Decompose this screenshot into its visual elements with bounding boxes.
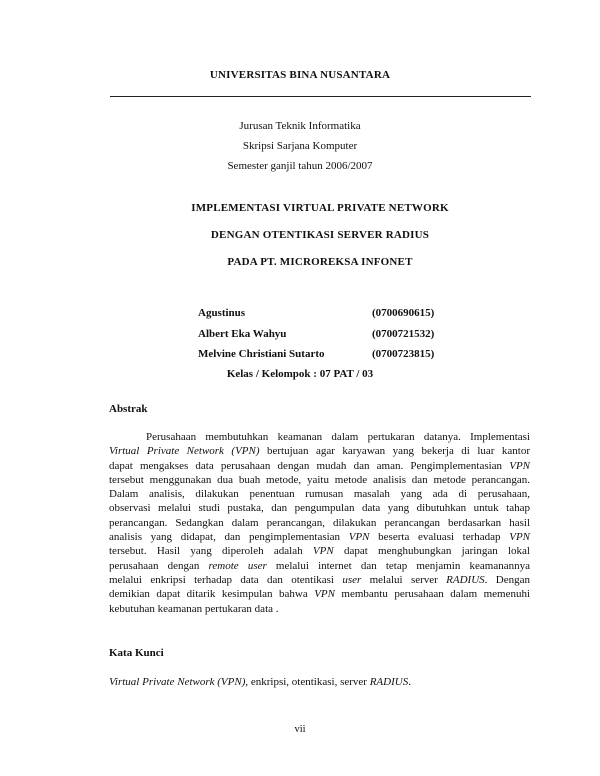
abstract-line: Dalam analisis, dilakukan penentuan rumusan masalah yang ada di perusahaan, xyxy=(109,488,530,501)
abstract-line: Virtual Private Network (VPN) bertujuan agar karyawan yang bekerja di luar kantor xyxy=(109,445,530,458)
keywords-text: Virtual Private Network (VPN), enkripsi, otentikasi, server RADIUS. xyxy=(109,676,411,688)
abstract-heading: Abstrak xyxy=(109,403,148,415)
program-line: Skripsi Sarjana Komputer xyxy=(242,140,358,152)
abstract-line: tersebut menggunakan dua buah metode, yaitu metode analisis dan metode perancangan. xyxy=(109,473,530,486)
abstract-line: melalui enkripsi terhadap data dan otentikasi user melalui server RADIUS. Dengan xyxy=(109,573,530,586)
author-row xyxy=(0,348,600,364)
abstract-line: kebutuhan keamanan pertukaran data . xyxy=(109,602,279,615)
abstract-line: perancangan. Sedangkan dalam perancangan, dilakukan perancangan berdasarkan hasil xyxy=(109,516,530,529)
author-name: Albert Eka Wahyu xyxy=(198,328,287,340)
university-name: UNIVERSITAS BINA NUSANTARA xyxy=(209,69,391,81)
author-name: Melvine Christiani Sutarto xyxy=(198,348,325,360)
page-number: vii xyxy=(294,724,306,735)
title-line-1: IMPLEMENTASI VIRTUAL PRIVATE NETWORK xyxy=(191,202,449,214)
title-line-3: PADA PT. MICROREKSA INFONET xyxy=(227,256,413,268)
abstract-line: observasi melalui studi pustaka, dan pengumpulan data yang dibutuhkan untuk tahap xyxy=(109,502,530,515)
author-id: (0700723815) xyxy=(372,348,435,360)
author-row xyxy=(0,328,600,344)
abstract-line: demikian dapat ditarik kesimpulan bahwa VPN membantu perusahaan dalam memenuhi xyxy=(109,588,531,601)
abstract-line: Perusahaan membutuhkan keamanan dalam pertukaran datanya. Implementasi xyxy=(146,431,530,443)
author-row xyxy=(0,307,600,323)
abstract-line: perusahaan dengan remote user melalui internet dan tetap menjamin keamanannya xyxy=(109,559,530,572)
author-id: (0700721532) xyxy=(372,328,435,340)
keywords-heading: Kata Kunci xyxy=(109,647,164,659)
abstract-body xyxy=(109,430,530,616)
author-id: (0700690615) xyxy=(372,307,435,319)
author-name: Agustinus xyxy=(198,307,246,319)
class-group: Kelas / Kelompok : 07 PAT / 03 xyxy=(226,368,374,380)
semester-line: Semester ganjil tahun 2006/2007 xyxy=(227,160,373,172)
title-line-2: DENGAN OTENTIKASI SERVER RADIUS xyxy=(210,229,430,241)
abstract-line: analisis yang didapat, dan pengimplementasian VPN beserta evaluasi terhadap VPN xyxy=(109,531,530,544)
abstract-line: dapat mengakses data perusahaan dengan mudah dan aman. Pengimplementasian VPN xyxy=(109,459,530,472)
header-rule xyxy=(110,96,531,97)
department-line: Jurusan Teknik Informatika xyxy=(239,120,361,132)
abstract-line: tersebut. Hasil yang diperoleh adalah VPN dapat menghubungkan jaringan lokal xyxy=(109,545,530,558)
